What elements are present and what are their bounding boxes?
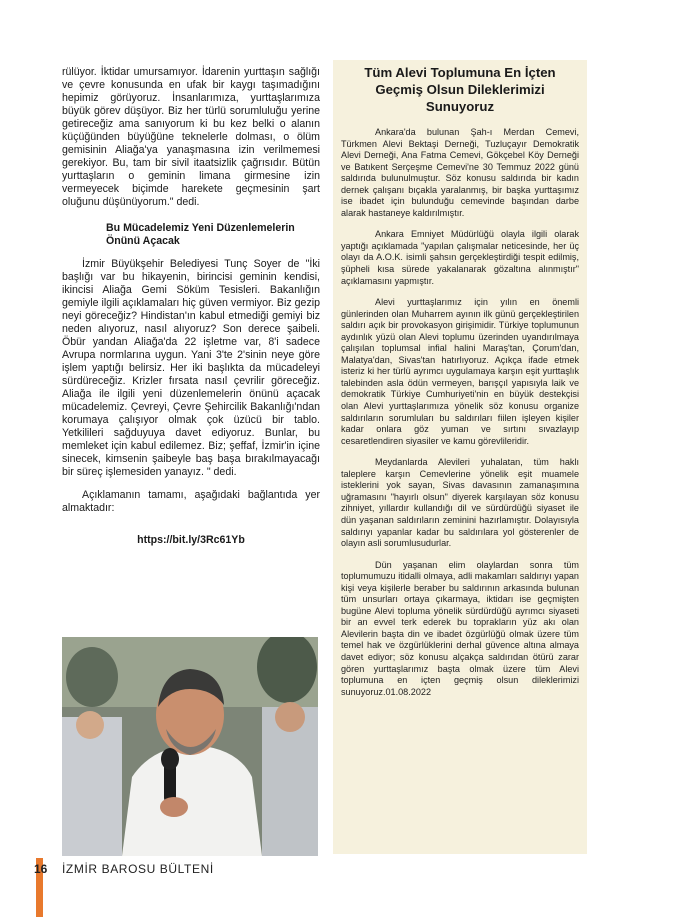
speaker-photo-illustration	[62, 637, 318, 856]
section-subhead: Bu Mücadelemiz Yeni Düzenlemelerin Önünü Açacak	[106, 221, 295, 247]
sidebar-paragraph: Meydanlarda Alevileri yuhalatan, tüm haklı taleplere karşın Cemevlerine yönelik eşit muamele isteklerini yok sayan, Sivas davasının zamanaşımına uğramasını "hayırlı olsun" diyerek karşılayan söz konusu zihniyet, yıllardır kullandığı dil ve sürdürdüğü siyaset ile dün yaşanan saldırıların zeminini hazırlamıştır. Dolayısıyla saldırıyı yapanlar kadar bu saldırılara yol gösterenler de olayın asli sorumlusudurlar.	[341, 457, 579, 549]
sidebar-box	[333, 60, 587, 854]
article-column	[62, 66, 320, 547]
sidebar-title: Tüm Alevi Toplumuna En İçten Geçmiş Olsun Dileklerimizi Sunuyoruz	[364, 65, 556, 114]
sidebar-body	[341, 127, 579, 698]
sidebar-paragraph: Alevi yurttaşlarımız için yılın en önemli günlerinden olan Muharrem ayının ilk günü gerçekleştirilen saldırı açık bir provokasyon girişimidir. Türkiye toplumunun aydınlık yüzü olan Alevi toplumu üzerinden uyandırılmaya çalışılan toplumsal infial halini Maraş'tan, Çorum'dan, Malatya'dan, Sivas'tan hatırlıyoruz. Açıkça ifade etmek isteriz ki her türlü ayrımcı uygulamaya karşın eşit yurttaşlık talebinden asla ödün vermeyen, barışçıl yapısıyla laik ve demokratik Türkiye Cumhuriyeti'nin en büyük destekçisi olan Alevi yurttaşlarımıza yönelik söz konusu organize saldırıların sorumluları bu saldırıları fiilen işleyen kişiler kadar onlara göz yuman ve sırtını sıvazlayıp cesaretlendiren siyasiler ve kamu görevlileridir.	[341, 297, 579, 446]
paragraph: rülüyor. İktidar umursamıyor. İdarenin yurttaşın sağlığı ve çevre konusunda en ufak bir kaygı taşımadığını hepimiz görüyoruz. İnsanlarımıza, yurttaşlarımıza büyük görev düşüyor. Biz her türlü sorumluluğu yerine getireceğiz ama sanıyorum ki bu kez belki o alanın küçüğünden büyüğüne teknelerle dolması, o ölüm gemisinin Aliağa'ya yanaşmasına izin verilmemesi gerekiyor. Bu, tam bir sivil itaatsizlik çağrısıdır. Bütün yurttaşların o geminin limana girmesine izin vermeyecek biçimde harekete geçmesinin şart oluğunu düşünüyorum." dedi.	[62, 66, 320, 209]
publication-name: İZMİR BAROSU BÜLTENİ	[62, 862, 214, 876]
article-link[interactable]: https://bit.ly/3Rc61Yb	[137, 534, 245, 547]
sidebar-paragraph: Dün yaşanan elim olaylardan sonra tüm toplumumuzu itidalli olmaya, adli makamları saldırıyı yapan kişi veya kişilerle beraber bu saldırının arkasında bulunan tüm unsurları ortaya çıkarmaya, iktidarı ise geçmişten bugüne Alevi topluma yönelik sürdürdüğü ayrımcı siyaseti bir an evvel terk ederek bu toprakların yüz akı olan Alevilerin başta din ve ibadet özgürlüğü olmak üzere tüm temel hak ve özgürlüklerini derhal güvence altına almaya davet ediyor; söz konusu alçakça saldırıdan ötürü zarar gören yurttaşlarımız başta olmak üzere tüm Alevi toplumuna en içten geçmiş olsun dileklerimizi sunuyoruz.01.08.2022	[341, 559, 579, 697]
sidebar-paragraph: Ankara Emniyet Müdürlüğü olayla ilgili olarak yaptığı açıklamada "yapılan çalışmalar neticesinde, her üç olayı da A.O.K. isimli şahsın gerçekleştirdiği tespit edilmiş, şüpheli kısa sürede yakalanarak gözaltına alınmıştır" açıklamasını yapmıştır.	[341, 229, 579, 286]
paragraph: İzmir Büyükşehir Belediyesi Tunç Soyer de "İki başlığı var bu hikayenin, birincisi geminin kendisi, ikincisi Aliağa Gemi Söküm Tesisleri. Bakanlığın gemiyle ilgili açıklamaları hiç güven vermiyor. Biz gezip neyi göreceğiz? Hindistan'ın kabul etmediği gemiyi biz neden alıyoruz, nasıl alıyoruz? Son derece şaibeli. Öbür yandan Aliağa'da 22 işletme var, 8'i sadece Avrupa normlarına uygun. Yani 3'te 2'sinin neye göre işlem yaptığı belirsiz. Her iki başlıkta da mücadeleyi sürdüreceğiz. Krizler fırsata nasıl çevrilir göreceğiz. Aliağa ile ilgili yeni düzenlemelerin önünü açacak mücadelemiz. Çevreyi, Çevre Şehircilik Bakanlığı'ndan korumaya çalışıyor olmak çok üzücü bir tablo. Yetkilileri sağduyuya davet ediyoruz. Bunlar, bu memleket için kabul edilemez. Biz; şeffaf, İzmir'in içine sinecek, kimsenin şaibeyle baş başa bırakılmayacağı bir süreç işlemesiden yanayız. " dedi.	[62, 257, 320, 479]
paragraph: Açıklamanın tamamı, aşağıdaki bağlantıda yer almaktadır:	[62, 489, 320, 515]
speaker-photo	[62, 637, 318, 856]
page-number: 16	[34, 862, 48, 876]
sidebar-paragraph: Ankara'da bulunan Şah-ı Merdan Cemevi, Türkmen Alevi Bektaşi Derneği, Tuzluçayır Demokratik Alevi Derneği, Ana Fatma Cemevi, Gökçebel Köy Derneği ve Batıkent Serçeşme Cemevi'ne 30 Temmuz 2022 günü saldırıda bulunulmuştur. Söz konusu saldırıda bir kadın dernek çalışanı bıçakla yaralanmış, bir başka yurttaşımız ise ibadet için bulunduğu cemevinde başından darbe alarak hastaneye kaldırılmıştır.	[341, 127, 579, 218]
